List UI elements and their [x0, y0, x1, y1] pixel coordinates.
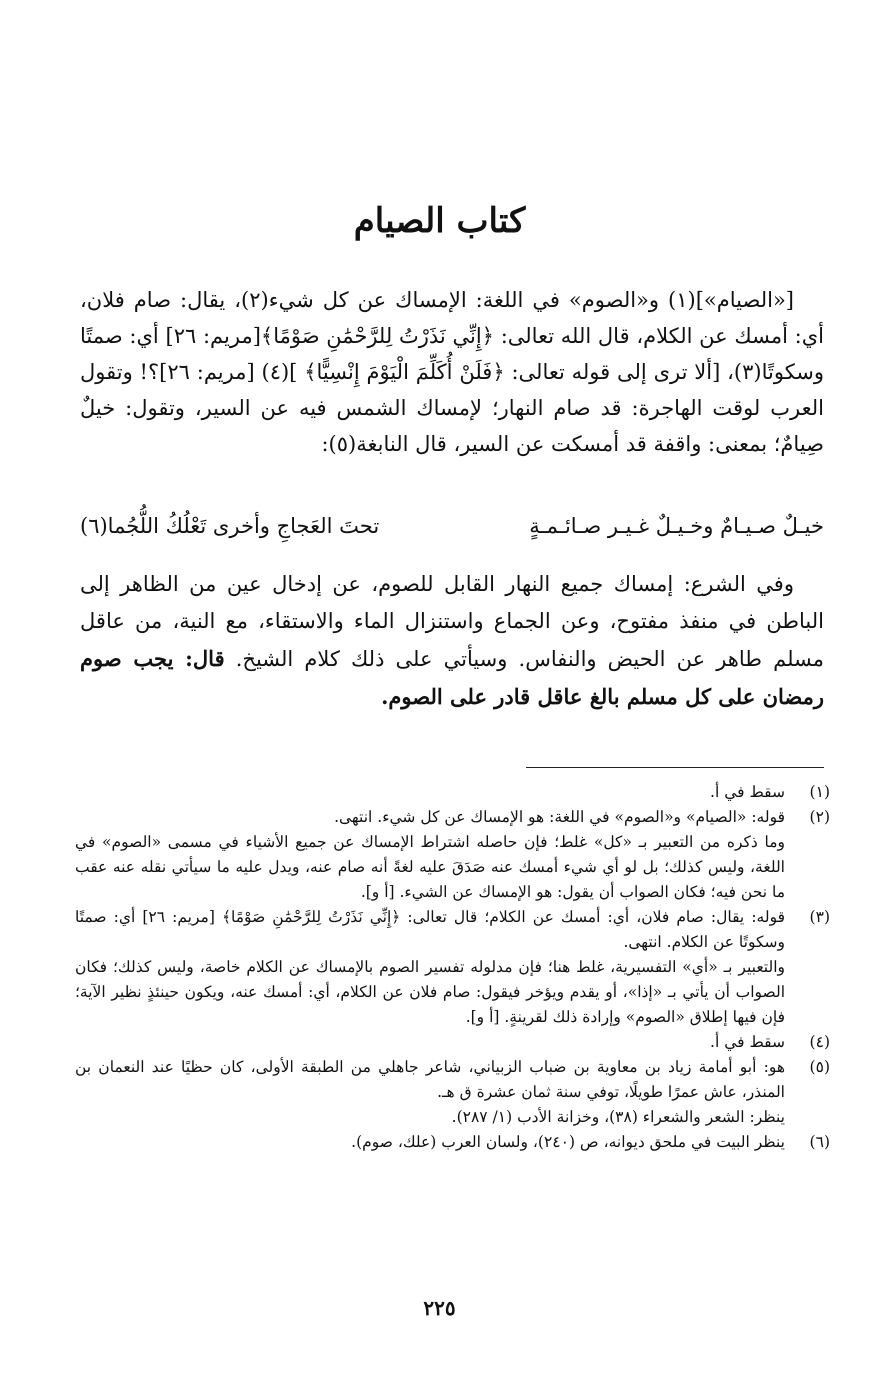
footnote-number: (٣): [809, 908, 830, 926]
footnote-number: (١): [809, 783, 830, 801]
footnote-3: [75, 905, 830, 1030]
verse-first-hemistich: خيـلٌ صـيـامٌ وخـيـلٌ غـيـر صـائـمـةٍ: [529, 514, 824, 538]
footnote-number: (٦): [809, 1133, 830, 1151]
footnote-line: والتعبير بـ «أي» التفسيرية، غلط هنا؛ فإن مدلوله تفسير الصوم بالإمساك عن الكلام خاصة، وليس كذلك؛ فكان الصواب أن يأتي بـ «إذا»، أو يقدم ويؤخر فيقول: صام فلان عن الكلام، أي: أمسك عنه، ويكون حينئذٍ نظير الآية؛ فإن فيها إطلاق «الصوم» وإرادة ذلك لقرينةٍ. [أ و].: [75, 958, 785, 1026]
footnote-number: (٤): [809, 1033, 830, 1051]
chapter-title: كتاب الصيام: [353, 201, 526, 241]
footnote-4: [75, 1030, 830, 1055]
paragraph-definition: [«الصيام»](١) و«الصوم» في اللغة: الإمساك عن كل شيء(٢)، يقال: صام فلان، أي: أمسك عن الكلام، قال الله تعالى: ﴿إِنِّي نَذَرْتُ لِلرَّحْمَٰنِ صَوْمًا﴾[مريم: ٢٦] أي: صمتًا وسكوتًا(٣)، [ألا ترى إلى قوله تعالى: ﴿فَلَنْ أُكَلِّمَ الْيَوْمَ إِنْسِيًّا﴾ ](٤) [مريم: ٢٦]؟! وتقول العرب لوقت الهاجرة: قد صام النهار؛ لإمساك الشمس فيه عن السير، وتقول: خيلٌ صِيامٌ؛ بمعنى: واقفة قد أمسكت عن السير، قال النابغة(٥):: [80, 288, 825, 456]
page-number: ٢٢٥: [423, 1296, 456, 1320]
paragraph-bold-ruling: قال: يجب صوم رمضان على كل مسلم بالغ عاقل قادر على الصوم.: [80, 646, 824, 709]
footnote-line: قوله: يقال: صام فلان، أي: أمسك عن الكلام؛ قال تعالى: ﴿إِنِّي نَذَرْتُ لِلرَّحْمَٰنِ صَوْمًا﴾ [مريم: ٢٦] أي: صمتًا وسكوتًا عن الكلام. انتهى.: [75, 908, 785, 951]
paragraph-text: وفي الشرع: إمساك جميع النهار القابل للصوم، عن إدخال عين من الظاهر إلى الباطن في منفذ مفتوح، وعن الجماع واستنزال الماء والاستقاء، مع النية، من عاقل مسلم طاهر عن الحيض والنفاس. وسيأتي على ذلك كلام الشيخ.: [80, 572, 824, 671]
footnote-line: وما ذكره من التعبير بـ «كل» غلط؛ فإن حاصله اشتراط الإمساك عن جميع الأشياء في مسمى «الصوم» في اللغة، وليس كذلك؛ بل لو أي شيء أمسك عنه صَدَقَ عليه لغةً أنه صام عنه، ويدل عليه ما سيأتي نقله عنه عقب ما نحن فيه؛ فكان الصواب أن يقول: هو الإمساك عن الشيء. [أ و].: [75, 833, 785, 901]
verse-second-hemistich: تحتَ العَجاجِ وأخرى تَعْلُكُ اللُّجُما(٦): [80, 514, 380, 538]
footnote-number: (٥): [809, 1058, 830, 1076]
footnote-1: [75, 780, 830, 805]
footnote-line: هو: أبو أمامة زياد بن معاوية بن ضباب الزبياني، شاعر جاهلي من الطبقة الأولى، كان حظيًا عند النعمان بن المنذر، عاش عمرًا طويلًا، توفي سنة ثمان عشرة ق هـ.: [75, 1058, 785, 1101]
main-body: [80, 282, 824, 462]
footnote-6: [75, 1130, 830, 1155]
paragraph-sharia-definition: [80, 566, 824, 716]
footnote-number: (٢): [809, 808, 830, 826]
footnote-line: سقط في أ.: [710, 783, 785, 801]
footnote-2: [75, 805, 830, 905]
footnote-separator: [526, 767, 824, 768]
footnote-line: قوله: «الصيام» و«الصوم» في اللغة: هو الإمساك عن كل شيء. انتهى.: [334, 808, 785, 826]
main-body-continued: [80, 566, 824, 716]
footnote-line: سقط في أ.: [710, 1033, 785, 1051]
footnotes: [75, 780, 830, 1155]
footnote-line: ينظر: الشعر والشعراء (٣٨)، وخزانة الأدب (١/ ٢٨٧).: [451, 1108, 785, 1126]
footnote-line: ينظر البيت في ملحق ديوانه، ص (٢٤٠)، ولسان العرب (علك، صوم).: [351, 1133, 785, 1151]
poetry-verse: [80, 506, 824, 546]
footnote-5: [75, 1055, 830, 1130]
